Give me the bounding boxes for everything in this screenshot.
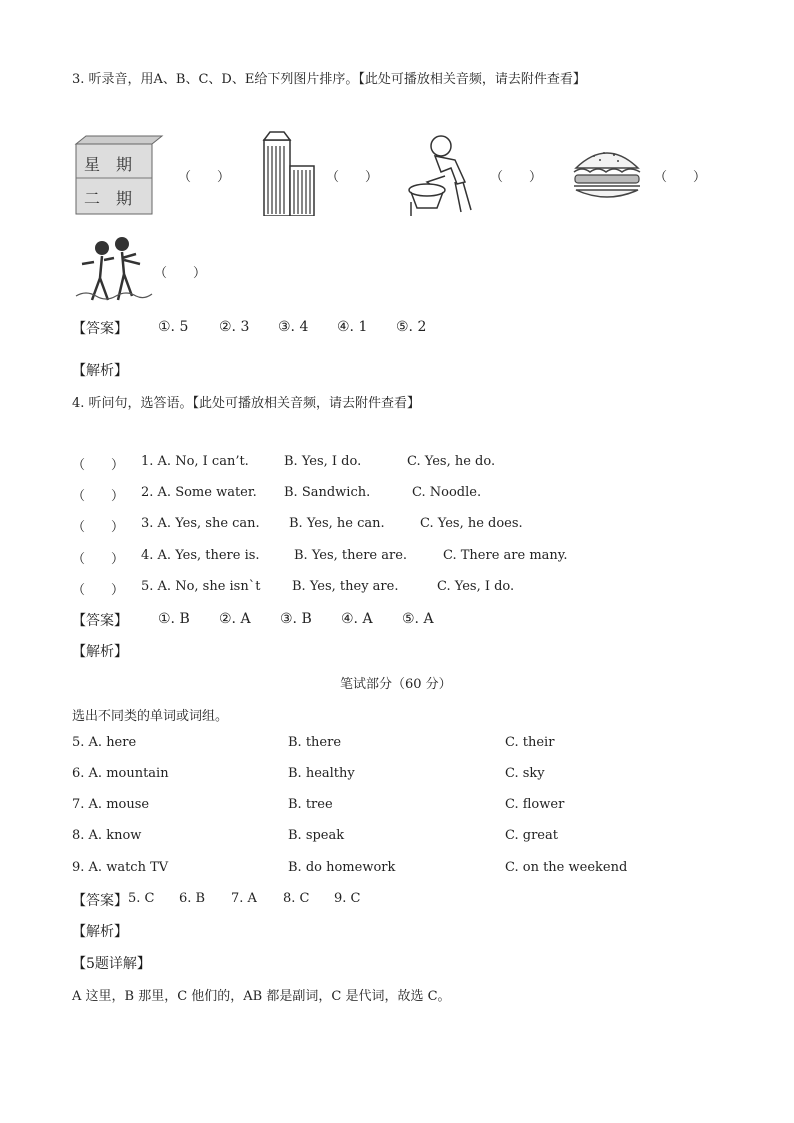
calendar-char-2: 期 bbox=[116, 155, 133, 174]
q3-answer-1: ①. 5 bbox=[158, 319, 189, 335]
calendar-char-3: 二 bbox=[84, 189, 101, 208]
swimmers-picture bbox=[74, 234, 154, 308]
q4-answer-5: ⑤. A bbox=[402, 611, 434, 627]
q4-answer-4: ④. A bbox=[341, 611, 373, 627]
q3-answer-3: ③. 4 bbox=[278, 319, 309, 335]
q4-item-3-paren[interactable]: （ ） bbox=[72, 520, 125, 535]
q4-item-1-option-c: C. Yes, he do. bbox=[407, 454, 496, 469]
q4-item-3-option-c: C. Yes, he does. bbox=[420, 516, 523, 531]
q3-paren-5[interactable]: （ ） bbox=[154, 266, 207, 281]
written-item-8-option-a: 8. A. know bbox=[72, 828, 142, 843]
calendar-char-4: 期 bbox=[116, 189, 133, 208]
written-item-9-option-b: B. do homework bbox=[288, 860, 396, 875]
written-item-6-option-c: C. sky bbox=[505, 766, 545, 781]
q4-answer-2: ②. A bbox=[219, 611, 251, 627]
written-answer-5: 9. C bbox=[334, 891, 361, 906]
q3-answer-5: ⑤. 2 bbox=[396, 319, 427, 335]
hamburger-picture bbox=[570, 144, 644, 204]
q3-title: 3. 听录音，用A、B、C、D、E给下列图片排序。【此处可播放相关音频，请去附件查看】 bbox=[72, 72, 586, 87]
written-item-9-option-c: C. on the weekend bbox=[505, 860, 628, 875]
calendar-char-1: 星 bbox=[84, 155, 101, 174]
written-item-7-option-c: C. flower bbox=[505, 797, 565, 812]
q4-item-5-paren[interactable]: （ ） bbox=[72, 583, 125, 598]
buildings-picture bbox=[258, 130, 318, 216]
written-item-8-option-b: B. speak bbox=[288, 828, 345, 843]
written-item-6-option-b: B. healthy bbox=[288, 766, 355, 781]
q3-answer-label: 【答案】 bbox=[72, 321, 128, 337]
boy-washing-picture bbox=[405, 132, 483, 216]
written-answer-3: 7. A bbox=[231, 891, 257, 906]
written-item-5-option-b: B. there bbox=[288, 735, 342, 750]
written-item-7-option-a: 7. A. mouse bbox=[72, 797, 150, 812]
q4-item-2-option-a: 2. A. Some water. bbox=[141, 485, 257, 500]
calendar-picture bbox=[74, 134, 164, 216]
q3-paren-4[interactable]: （ ） bbox=[654, 170, 707, 185]
written-section-heading: 笔试部分（60 分） bbox=[340, 677, 452, 692]
q4-answer-label: 【答案】 bbox=[72, 613, 128, 629]
q3-paren-3[interactable]: （ ） bbox=[490, 170, 543, 185]
written-answer-4: 8. C bbox=[283, 891, 310, 906]
q4-item-1-option-a: 1. A. No, I can’t. bbox=[141, 454, 249, 469]
written-item-5-option-c: C. their bbox=[505, 735, 555, 750]
q4-item-4-paren[interactable]: （ ） bbox=[72, 552, 125, 567]
q4-item-3-option-b: B. Yes, he can. bbox=[289, 516, 385, 531]
q4-item-3-option-a: 3. A. Yes, she can. bbox=[141, 516, 260, 531]
q3-answer-2: ②. 3 bbox=[219, 319, 250, 335]
q4-item-4-option-a: 4. A. Yes, there is. bbox=[141, 548, 260, 563]
q4-item-1-option-b: B. Yes, I do. bbox=[284, 454, 362, 469]
q3-answer-4: ④. 1 bbox=[337, 319, 368, 335]
written-item-5-option-a: 5. A. here bbox=[72, 735, 137, 750]
written-analysis-label: 【解析】 bbox=[72, 924, 128, 940]
q4-answer-1: ①. B bbox=[158, 611, 190, 627]
q3-paren-2[interactable]: （ ） bbox=[326, 170, 379, 185]
q4-item-2-paren[interactable]: （ ） bbox=[72, 489, 125, 504]
q4-item-2-option-c: C. Noodle. bbox=[412, 485, 482, 500]
q4-item-2-option-b: B. Sandwich. bbox=[284, 485, 371, 500]
q4-item-1-paren[interactable]: （ ） bbox=[72, 458, 125, 473]
q4-title: 4. 听问句，选答语。【此处可播放相关音频，请去附件查看】 bbox=[72, 396, 421, 411]
q4-item-5-option-b: B. Yes, they are. bbox=[292, 579, 399, 594]
q4-item-5-option-c: C. Yes, I do. bbox=[437, 579, 515, 594]
q4-item-4-option-b: B. Yes, there are. bbox=[294, 548, 408, 563]
q4-item-5-option-a: 5. A. No, she isn`t bbox=[141, 579, 261, 594]
written-item-9-option-a: 9. A. watch TV bbox=[72, 860, 169, 875]
written-detail-label: 【5题详解】 bbox=[72, 956, 151, 972]
q3-analysis-label: 【解析】 bbox=[72, 363, 128, 379]
written-item-6-option-a: 6. A. mountain bbox=[72, 766, 169, 781]
written-answer-2: 6. B bbox=[179, 891, 206, 906]
q4-analysis-label: 【解析】 bbox=[72, 644, 128, 660]
q3-paren-1[interactable]: （ ） bbox=[178, 170, 231, 185]
written-item-7-option-b: B. tree bbox=[288, 797, 333, 812]
written-answer-label: 【答案】 bbox=[72, 893, 128, 909]
written-detail-text: A 这里，B 那里，C 他们的，AB 都是副词，C 是代词，故选 C。 bbox=[72, 989, 451, 1004]
written-item-8-option-c: C. great bbox=[505, 828, 558, 843]
q4-item-4-option-c: C. There are many. bbox=[443, 548, 568, 563]
written-answer-1: 5. C bbox=[128, 891, 155, 906]
written-instruction: 选出不同类的单词或词组。 bbox=[72, 709, 229, 724]
q4-answer-3: ③. B bbox=[280, 611, 312, 627]
